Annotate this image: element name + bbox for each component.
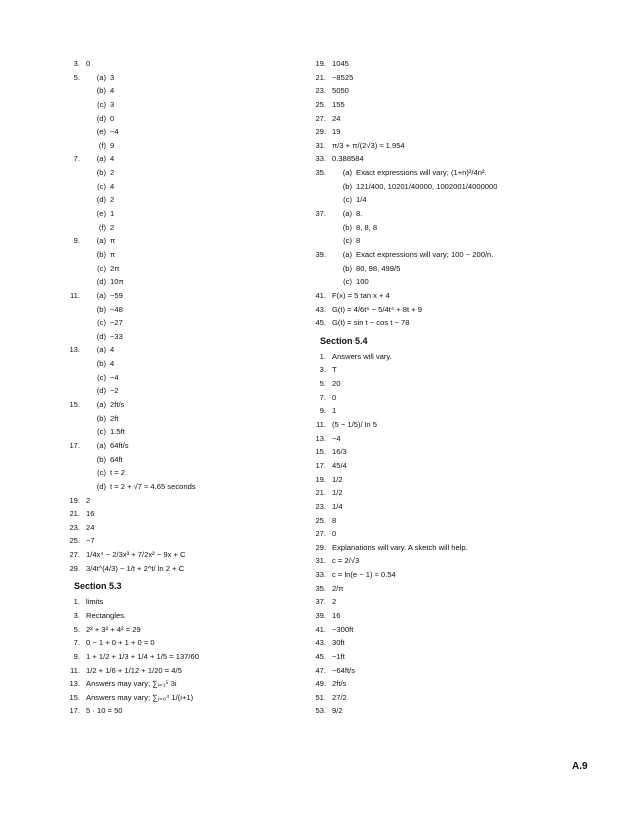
subpart-label: (b) <box>96 86 106 96</box>
answer-text: 1/2 <box>332 474 343 484</box>
problem-number: 15. <box>315 447 326 457</box>
problem-number: 43. <box>315 638 326 648</box>
answer-subpart <box>308 221 608 235</box>
problem-number: 37. <box>315 209 326 219</box>
answer-text: 80, 98, 499/5 <box>356 263 401 273</box>
problem-number: 21. <box>315 488 326 498</box>
answer-text: 2 <box>110 168 115 178</box>
answer-text: −300ft <box>332 624 354 634</box>
problem-number: 15. <box>69 692 80 702</box>
answer-item <box>62 57 312 71</box>
answer-item <box>308 445 608 459</box>
subpart-label: (b) <box>96 359 106 369</box>
answer-text: 3 <box>110 72 115 82</box>
answer-item <box>308 704 608 718</box>
answer-text: 9 <box>110 140 115 150</box>
problem-number: 7. <box>319 392 326 402</box>
subpart-label: (a) <box>96 154 106 164</box>
problem-number: 37. <box>315 597 326 607</box>
problem-number: 27. <box>69 550 80 560</box>
answer-text: 1.5ft <box>110 427 125 437</box>
problem-number: 7. <box>73 154 80 164</box>
answer-text: 1/2 <box>332 488 343 498</box>
answer-item <box>62 677 312 691</box>
subpart-label: (e) <box>96 127 106 137</box>
problem-number: 21. <box>69 509 80 519</box>
answer-item <box>308 664 608 678</box>
answer-subpart <box>308 262 608 276</box>
subpart-label: (b) <box>96 304 106 314</box>
subpart-label: (a) <box>342 249 352 259</box>
answer-subpart <box>62 343 312 357</box>
answer-item <box>62 650 312 664</box>
answer-text: 2ft <box>110 413 119 423</box>
answer-text: Explanations will vary. A sketch will help. <box>332 542 468 552</box>
answer-item <box>308 152 608 166</box>
subpart-label: (c) <box>343 195 352 205</box>
subpart-label: (b) <box>96 168 106 178</box>
problem-number: 51. <box>315 692 326 702</box>
problem-number: 53. <box>315 706 326 716</box>
answer-subpart <box>62 98 312 112</box>
answer-item <box>308 486 608 500</box>
answer-text: 9/2 <box>332 706 343 716</box>
answer-item <box>62 623 312 637</box>
answer-item <box>308 98 608 112</box>
answer-item <box>308 57 608 71</box>
answer-item <box>308 71 608 85</box>
answer-text: 1/4x⁴ − 2/3x³ + 7/2x² − 9x + C <box>86 550 186 560</box>
subpart-label: (b) <box>342 263 352 273</box>
answer-text: −2 <box>110 386 119 396</box>
answer-item <box>308 139 608 153</box>
problem-number: 35. <box>315 583 326 593</box>
answer-text: limits <box>86 597 104 607</box>
problem-number: 23. <box>315 86 326 96</box>
answer-text: 121/400, 10201/40000, 1002001/4000000 <box>356 181 498 191</box>
answer-subpart <box>62 193 312 207</box>
problem-number: 19. <box>69 495 80 505</box>
answer-text: 0 <box>110 113 115 123</box>
answer-item <box>308 84 608 98</box>
answer-text: 1 <box>332 406 337 416</box>
answer-text: 2 <box>332 597 337 607</box>
answer-item <box>308 303 608 317</box>
problem-number: 5. <box>73 624 80 634</box>
answer-item <box>308 527 608 541</box>
answer-item <box>308 623 608 637</box>
answer-text: Exact expressions will vary; (1+n)²/4n². <box>356 168 487 178</box>
answer-subpart <box>62 289 312 303</box>
problem-number: 25. <box>315 515 326 525</box>
answer-subpart <box>62 221 312 235</box>
answer-text: 2 <box>110 222 115 232</box>
answer-text: 45/4 <box>332 460 347 470</box>
answer-text: 0 − 1 + 0 + 1 + 0 = 0 <box>86 638 155 648</box>
answer-text: 16/3 <box>332 447 347 457</box>
answer-item <box>308 432 608 446</box>
answer-subpart <box>308 275 608 289</box>
answer-text: 2/π <box>332 583 344 593</box>
answer-item <box>62 562 312 576</box>
answer-text: 4 <box>110 181 115 191</box>
answer-text: 3/4t^(4/3) − 1/t + 2^t/ ln 2 + C <box>86 563 185 573</box>
subpart-label: (c) <box>343 277 352 287</box>
answer-text: 100 <box>356 277 369 287</box>
answer-text: 0.388584 <box>332 154 364 164</box>
answer-text: π/3 + π/(2√3) ≈ 1.954 <box>332 140 405 150</box>
subpart-label: (c) <box>97 468 106 478</box>
answer-text: F(x) = 5 tan x + 4 <box>332 290 390 300</box>
problem-number: 35. <box>315 168 326 178</box>
subpart-label: (d) <box>96 386 106 396</box>
answer-text: t = 2 + √7 ≈ 4.65 seconds <box>110 481 196 491</box>
problem-number: 3. <box>319 365 326 375</box>
answer-text: 8. <box>356 209 363 219</box>
answer-text: 0 <box>332 392 337 402</box>
answer-subpart <box>62 384 312 398</box>
problem-number: 5. <box>319 379 326 389</box>
subpart-label: (d) <box>96 195 106 205</box>
answer-text: −27 <box>110 318 123 328</box>
answer-item <box>308 404 608 418</box>
answer-subpart <box>308 180 608 194</box>
problem-number: 45. <box>315 318 326 328</box>
subpart-label: (d) <box>96 277 106 287</box>
answer-item <box>308 541 608 555</box>
problem-number: 31. <box>315 140 326 150</box>
problem-number: 1. <box>319 351 326 361</box>
left-column <box>62 57 312 718</box>
subpart-label: (f) <box>98 222 106 232</box>
problem-number: 29. <box>315 542 326 552</box>
answer-subpart <box>308 234 608 248</box>
answer-text: 5050 <box>332 86 349 96</box>
answer-text: −4 <box>110 372 119 382</box>
problem-number: 11. <box>316 420 326 430</box>
subpart-label: (a) <box>96 72 106 82</box>
problem-number: 49. <box>315 679 326 689</box>
problem-number: 47. <box>315 665 326 675</box>
problem-number: 9. <box>73 651 80 661</box>
answer-subpart <box>62 125 312 139</box>
subpart-label: (a) <box>96 440 106 450</box>
problem-number: 7. <box>73 638 80 648</box>
answer-text: t = 2 <box>110 468 125 478</box>
subpart-label: (c) <box>97 263 106 273</box>
answer-text: 0 <box>332 529 337 539</box>
answer-text: 5 · 10 = 50 <box>86 706 123 716</box>
answer-subpart <box>62 84 312 98</box>
answer-subpart <box>62 371 312 385</box>
answer-item <box>308 125 608 139</box>
answer-text: −33 <box>110 331 123 341</box>
subpart-label: (b) <box>96 249 106 259</box>
answer-subpart <box>62 262 312 276</box>
answer-text: 64ft/s <box>110 440 129 450</box>
answer-text: 30ft <box>332 638 345 648</box>
answer-text: T <box>332 365 337 375</box>
problem-number: 31. <box>315 556 326 566</box>
answer-text: Rectangles. <box>86 610 127 620</box>
problem-number: 29. <box>69 563 80 573</box>
answer-text: 1 + 1/2 + 1/3 + 1/4 + 1/5 = 137/60 <box>86 651 199 661</box>
problem-number: 45. <box>315 651 326 661</box>
problem-number: 5. <box>73 72 80 82</box>
subpart-label: (a) <box>96 236 106 246</box>
answer-item <box>62 664 312 678</box>
answer-text: 64ft <box>110 454 123 464</box>
problem-number: 33. <box>315 570 326 580</box>
answer-subpart <box>62 439 312 453</box>
answer-text: 10π <box>110 277 124 287</box>
answer-subpart <box>62 71 312 85</box>
page-number: A.9 <box>572 761 588 772</box>
answer-item <box>308 609 608 623</box>
answer-subpart <box>62 139 312 153</box>
subpart-label: (b) <box>96 454 106 464</box>
answer-text: 2ft/s <box>332 679 347 689</box>
answer-item <box>308 650 608 664</box>
answer-subpart <box>308 248 608 262</box>
right-column <box>308 57 608 718</box>
answer-text: 1 <box>110 209 115 219</box>
answer-subpart <box>62 248 312 262</box>
answer-text: 2 <box>86 495 91 505</box>
problem-number: 11. <box>70 665 80 675</box>
answer-text: 24 <box>86 522 95 532</box>
answer-text: 16 <box>332 610 341 620</box>
subpart-label: (f) <box>98 140 106 150</box>
answer-text: −1ft <box>332 651 345 661</box>
answer-text: 16 <box>86 509 95 519</box>
answer-text: −59 <box>110 290 123 300</box>
answer-subpart <box>62 303 312 317</box>
answer-text: 4 <box>110 154 115 164</box>
problem-number: 19. <box>315 59 326 68</box>
problem-number: 3. <box>73 59 80 68</box>
answer-item <box>308 112 608 126</box>
problem-number: 13. <box>69 345 80 355</box>
answer-item <box>62 494 312 508</box>
answer-item <box>62 534 312 548</box>
problem-number: 13. <box>315 433 326 443</box>
subpart-label: (b) <box>96 413 106 423</box>
answer-item <box>308 377 608 391</box>
answer-subpart <box>62 180 312 194</box>
subpart-label: (a) <box>342 168 352 178</box>
answer-text: −8525 <box>332 72 354 82</box>
answer-item <box>308 363 608 377</box>
answer-item <box>308 691 608 705</box>
answer-text: 1/2 + 1/6 + 1/12 + 1/20 = 4/5 <box>86 665 182 675</box>
answer-text: 8, 8, 8 <box>356 222 378 232</box>
answer-text: (5 − 1/5)/ ln 5 <box>332 420 377 430</box>
subpart-label: (d) <box>96 481 106 491</box>
answer-item <box>62 704 312 718</box>
answer-text: 24 <box>332 113 341 123</box>
subpart-label: (d) <box>96 113 106 123</box>
answer-text: 1045 <box>332 59 349 68</box>
answer-text: 155 <box>332 99 345 109</box>
answer-subpart <box>62 207 312 221</box>
problem-number: 29. <box>315 127 326 137</box>
answer-text: G(t) = sin t − cos t − 78 <box>332 318 410 328</box>
answer-subpart <box>62 453 312 467</box>
answer-subpart <box>308 166 608 180</box>
answer-item <box>308 289 608 303</box>
answer-text: 4 <box>110 86 115 96</box>
problem-number: 39. <box>315 610 326 620</box>
answer-item <box>308 595 608 609</box>
answer-item <box>308 500 608 514</box>
subpart-label: (d) <box>96 331 106 341</box>
answer-subpart <box>62 316 312 330</box>
answer-item <box>62 609 312 623</box>
answer-text: Answers may vary; ∑ᵢ₌₀⁴ 1/(i+1) <box>86 692 194 702</box>
answer-text: 20 <box>332 379 341 389</box>
answer-text: 1/4 <box>332 501 343 511</box>
section-heading: Section 5.3 <box>74 581 122 592</box>
problem-number: 21. <box>315 72 326 82</box>
answer-text: c = 2/√3 <box>332 556 360 566</box>
answer-text: −4 <box>110 127 119 137</box>
answer-text: −4 <box>332 433 341 443</box>
subpart-label: (a) <box>342 209 352 219</box>
problem-number: 9. <box>73 236 80 246</box>
answer-text: 8 <box>356 236 361 246</box>
answer-text: −7 <box>86 536 95 546</box>
answer-subpart <box>62 398 312 412</box>
answer-text: 27/2 <box>332 692 347 702</box>
problem-number: 15. <box>69 400 80 410</box>
problem-number: 11. <box>70 290 80 300</box>
problem-number: 3. <box>73 610 80 620</box>
answer-item <box>62 595 312 609</box>
answer-subpart <box>62 480 312 494</box>
answer-text: 1/4 <box>356 195 367 205</box>
subpart-label: (a) <box>96 400 106 410</box>
subpart-label: (c) <box>97 181 106 191</box>
answer-item <box>308 316 608 330</box>
problem-number: 25. <box>315 99 326 109</box>
problem-number: 17. <box>69 440 80 450</box>
answer-item <box>308 350 608 364</box>
answer-text: Answers may vary; ∑ᵢ₌₁⁵ 3i <box>86 679 177 689</box>
problem-number: 39. <box>315 249 326 259</box>
problem-number: 23. <box>69 522 80 532</box>
answer-item <box>308 418 608 432</box>
subpart-label: (c) <box>343 236 352 246</box>
problem-number: 17. <box>315 460 326 470</box>
answer-text: 0 <box>86 59 91 68</box>
answer-text: 19 <box>332 127 341 137</box>
problem-number: 9. <box>319 406 326 416</box>
problem-number: 27. <box>315 113 326 123</box>
answer-subpart <box>62 466 312 480</box>
subpart-label: (a) <box>96 345 106 355</box>
answer-item <box>308 514 608 528</box>
answer-text: 2ft/s <box>110 400 125 410</box>
answer-item <box>62 521 312 535</box>
subpart-label: (b) <box>342 222 352 232</box>
answer-item <box>62 507 312 521</box>
problem-number: 25. <box>69 536 80 546</box>
answer-text: Answers will vary. <box>332 351 392 361</box>
answer-subpart <box>62 412 312 426</box>
answer-text: 2π <box>110 263 120 273</box>
subpart-label: (c) <box>97 99 106 109</box>
answer-subpart <box>308 193 608 207</box>
subpart-label: (e) <box>96 209 106 219</box>
problem-number: 17. <box>69 706 80 716</box>
section-heading: Section 5.4 <box>320 335 368 346</box>
answer-item <box>62 636 312 650</box>
answer-text: 4 <box>110 359 115 369</box>
answer-item <box>308 473 608 487</box>
answer-item <box>308 554 608 568</box>
subpart-label: (b) <box>342 181 352 191</box>
answer-item <box>62 548 312 562</box>
answer-subpart <box>62 152 312 166</box>
answer-text: 4 <box>110 345 115 355</box>
answer-text: Exact expressions will vary; 100 − 200/n. <box>356 249 494 259</box>
answer-item <box>62 691 312 705</box>
problem-number: 1. <box>73 597 80 607</box>
answer-text: 2 <box>110 195 115 205</box>
answer-text: 8 <box>332 515 337 525</box>
answer-item <box>308 459 608 473</box>
problem-number: 33. <box>315 154 326 164</box>
answer-subpart <box>62 425 312 439</box>
subpart-label: (c) <box>97 372 106 382</box>
answer-subpart <box>62 275 312 289</box>
answer-subpart <box>62 357 312 371</box>
problem-number: 43. <box>315 304 326 314</box>
answer-text: −48 <box>110 304 123 314</box>
answer-item <box>308 568 608 582</box>
answer-text: 2² + 3² + 4² = 29 <box>86 624 141 634</box>
answer-text: π <box>110 236 116 246</box>
answer-subpart <box>308 207 608 221</box>
answer-text: 3 <box>110 99 115 109</box>
subpart-label: (a) <box>96 290 106 300</box>
answer-subpart <box>62 166 312 180</box>
problem-number: 23. <box>315 501 326 511</box>
answer-subpart <box>62 234 312 248</box>
answer-subpart <box>62 112 312 126</box>
problem-number: 13. <box>69 679 80 689</box>
answer-text: c = ln(e − 1) ≈ 0.54 <box>332 570 396 580</box>
answer-text: −64ft/s <box>332 665 356 675</box>
problem-number: 41. <box>315 624 326 634</box>
answer-item <box>308 582 608 596</box>
problem-number: 19. <box>315 474 326 484</box>
answer-text: π <box>110 249 116 259</box>
answer-subpart <box>62 330 312 344</box>
problem-number: 41. <box>315 290 326 300</box>
subpart-label: (c) <box>97 318 106 328</box>
answer-item <box>308 677 608 691</box>
answer-text: G(t) = 4/6t⁶ − 5/4t⁴ + 8t + 9 <box>332 304 422 314</box>
answer-item <box>308 391 608 405</box>
answer-item <box>308 636 608 650</box>
problem-number: 27. <box>315 529 326 539</box>
subpart-label: (c) <box>97 427 106 437</box>
